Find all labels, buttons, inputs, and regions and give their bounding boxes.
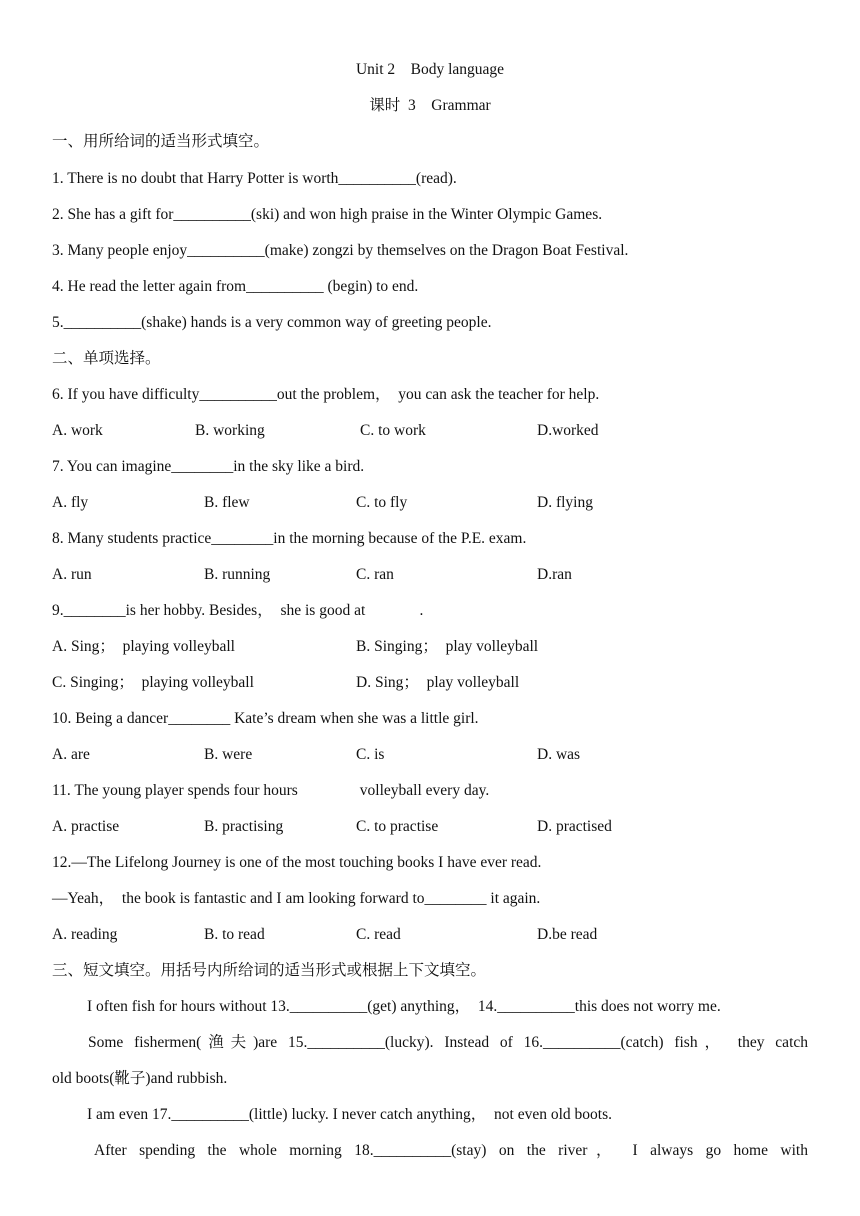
option-a: A. practise	[52, 818, 120, 835]
option-c: C. ran	[356, 566, 394, 583]
option-b: B. flew	[204, 494, 250, 511]
question-3: 3. Many people enjoy__________(make) zongzi by themselves on the Dragon Boat Festival.	[52, 242, 629, 259]
option-c: C. to fly	[356, 494, 408, 511]
option-b: B. were	[204, 746, 253, 763]
passage-line: I often fish for hours without 13.__________(get) anything， 14.__________this does not worry me.	[87, 998, 721, 1015]
passage-line: Some fishermen(渔夫)are 15.__________(lucky). Instead of 16.__________(catch) fish， they catch	[88, 1034, 808, 1051]
section2-heading: 二、单项选择。	[52, 350, 161, 367]
option-b: B. practising	[204, 818, 284, 835]
question-12: 12.—The Lifelong Journey is one of the most touching books I have ever read.	[52, 854, 542, 871]
question-12-reply: —Yeah， the book is fantastic and I am looking forward to________ it again.	[52, 890, 541, 907]
option-a: A. fly	[52, 494, 89, 511]
option-d: D. was	[537, 746, 581, 763]
page-subtitle: 课时 3 Grammar	[369, 97, 491, 114]
option-c: C. to work	[360, 422, 426, 439]
option-a: A. Sing； playing volleyball	[52, 638, 235, 655]
section1-heading: 一、用所给词的适当形式填空。	[52, 133, 270, 150]
option-b: B. running	[204, 566, 271, 583]
option-d: D. Sing； play volleyball	[356, 674, 520, 691]
option-b: B. Singing； play volleyball	[356, 638, 539, 655]
option-c: C. read	[356, 926, 401, 943]
question-11: 11. The young player spends four hours volleyball every day.	[52, 782, 490, 799]
option-c: C. is	[356, 746, 385, 763]
option-a: A. run	[52, 566, 92, 583]
question-5: 5.__________(shake) hands is a very common way of greeting people.	[52, 314, 492, 331]
passage-line: After spending the whole morning 18.__________(stay) on the river， I always go home with	[94, 1142, 808, 1159]
option-d: D.worked	[537, 422, 599, 439]
option-c: C. Singing； playing volleyball	[52, 674, 254, 691]
option-a: A. reading	[52, 926, 118, 943]
option-a: A. work	[52, 422, 103, 439]
question-7: 7. You can imagine________in the sky like a bird.	[52, 458, 365, 475]
option-d: D.ran	[537, 566, 572, 583]
option-d: D. flying	[537, 494, 593, 511]
question-4: 4. He read the letter again from__________ (begin) to end.	[52, 278, 419, 295]
question-2: 2. She has a gift for__________(ski) and won high praise in the Winter Olympic Games.	[52, 206, 603, 223]
option-c: C. to practise	[356, 818, 439, 835]
option-b: B. to read	[204, 926, 265, 943]
option-b: B. working	[195, 422, 265, 439]
section3-heading: 三、短文填空。用括号内所给词的适当形式或根据上下文填空。	[52, 962, 487, 979]
passage-line: I am even 17.__________(little) lucky. I never catch anything， not even old boots.	[87, 1106, 613, 1123]
option-d: D.be read	[537, 926, 598, 943]
question-8: 8. Many students practice________in the morning because of the P.E. exam.	[52, 530, 527, 547]
question-10: 10. Being a dancer________ Kate’s dream when she was a little girl.	[52, 710, 479, 727]
question-9: 9.________is her hobby. Besides， she is good at .	[52, 602, 424, 619]
passage-line: old boots(靴子)and rubbish.	[52, 1070, 228, 1087]
page-title: Unit 2 Body language	[355, 61, 505, 78]
option-d: D. practised	[537, 818, 612, 835]
question-6: 6. If you have difficulty__________out the problem， you can ask the teacher for help.	[52, 386, 600, 403]
question-1: 1. There is no doubt that Harry Potter is worth__________(read).	[52, 170, 457, 187]
option-a: A. are	[52, 746, 90, 763]
